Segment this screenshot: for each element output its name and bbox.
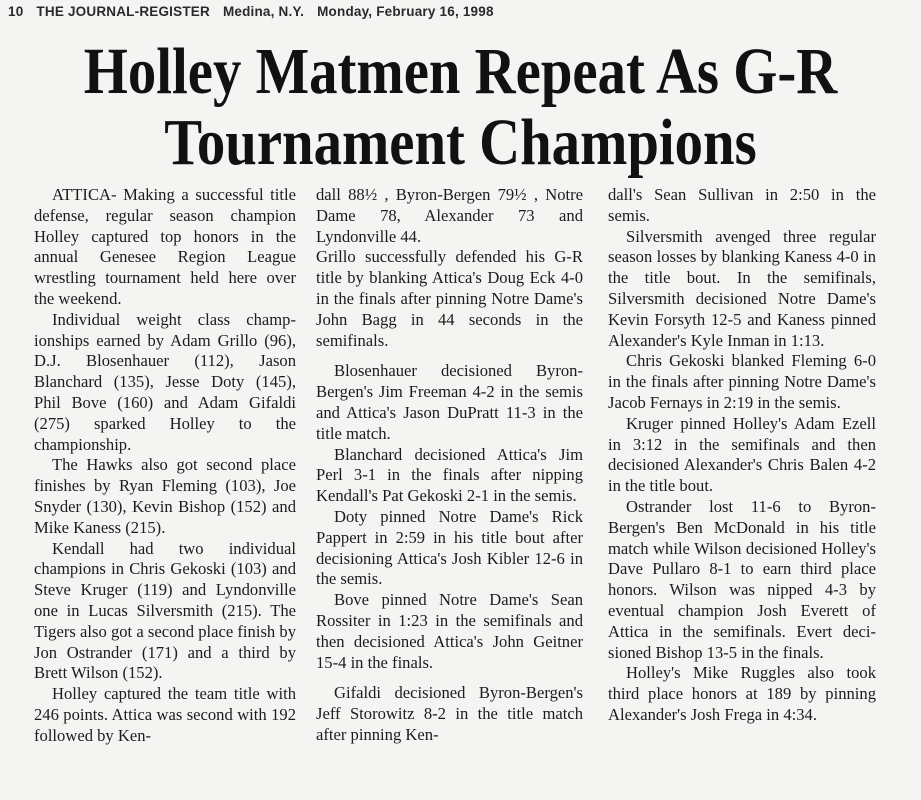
paragraph: Doty pinned Notre Dame's Rick Pappert in 2:59 in his title bout after decisioning Attica's Josh Kibler 12-6 in the semis. — [316, 506, 583, 589]
publication-name: THE JOURNAL-REGISTER — [36, 4, 210, 19]
publication-date: Monday, February 16, 1998 — [317, 4, 494, 19]
headline-line-2: Tournament Champions — [164, 106, 757, 179]
paragraph: Grillo successfully defended his G-R title by blanking Attica's Doug Eck 4-0 in the finals after pinning Notre Dame's John Bagg in 44 seconds in the semifinals. — [316, 247, 583, 350]
paragraph: Kruger pinned Holley's Adam Ezell in 3:12 in the semifinals and then decisioned Alexander's Chris Balen 4-2 in the title bout. — [608, 413, 876, 496]
paragraph: Kendall had two individual champions in Chris Gekoski (103) and Steve Kruger (119) and Lyndonville one in Lucas Silversmith (215). The Tigers also got a second place finish by Jon Ostrander (171) and a third by Brett Wilson (152). — [34, 538, 296, 683]
paragraph: Holley's Mike Ruggles also took third place honors at 189 by pinning Alexander's Josh Frega in 4:34. — [608, 663, 876, 724]
paragraph: The Hawks also got second place finishes by Ryan Fleming (103), Joe Snyder (130), Kevin Bishop (152) and Mike Kaness (215). — [34, 455, 296, 537]
article-column-2 — [316, 185, 583, 746]
page-number: 10 — [8, 4, 24, 19]
paragraph: Individual weight class championships earned by Adam Grillo (96), D.J. Blosenhauer (112), Jason Blanchard (135), Jesse Doty (145), Phil Bove (160) and Adam Gifaldi (275) sparked Holley to the championship. — [34, 309, 296, 454]
paragraph: ATTICA- Making a successful title defense, regular season champion Holley captured top honors in the annual Genesee Region League wrestling tournament held here over the weekend. — [34, 185, 296, 308]
paragraph: Silversmith avenged three regular season losses by blanking Kaness 4-0 in the title bout. In the semifinals, Silversmith decisioned Notre Dame's Kevin Forsyth 12-5 and Kaness pinned Alexander's Kyle Inman in 1:13. — [608, 226, 876, 350]
paragraph: Ostrander lost 11-6 to Byron-Bergen's Ben McDonald in his title match while Wilson decisioned Holley's Dave Pullaro 8-1 to earn third place honors. Wilson was nipped 4-3 by eventual champion Josh Everett of Attica in the semifinals. Evert decisioned Bishop 13-5 in the finals. — [608, 496, 876, 662]
article-column-3 — [608, 185, 876, 726]
paragraph: Bove pinned Notre Dame's Sean Rossiter in 1:23 in the semifinals and then decisioned Attica's John Geitner 15-4 in the finals. — [316, 590, 583, 672]
paragraph: dall 88½ , Byron-Bergen 79½ , Notre Dame 78, Alexander 73 and Lyndonville 44. — [316, 185, 583, 246]
paragraph: Blanchard decisioned Attica's Jim Perl 3-1 in the finals after nipping Kendall's Pat Gekoski 2-1 in the semis. — [316, 444, 583, 506]
paragraph: Blosenhauer decisioned Byron-Bergen's Jim Freeman 4-2 in the semis and Attica's Jason DuPratt 11-3 in the title match. — [316, 361, 583, 443]
headline-line-1: Holley Matmen Repeat As G-R — [83, 35, 838, 108]
paragraph: dall's Sean Sullivan in 2:50 in the semis. — [608, 185, 876, 225]
paragraph: Gifaldi decisioned Byron-Bergen's Jeff Storowitz 8-2 in the title match after pinning Ken- — [316, 683, 583, 744]
page-folio — [8, 4, 507, 19]
dateline-location: Medina, N.Y. — [222, 4, 305, 19]
article-column-1 — [34, 185, 296, 747]
paragraph: Holley captured the team title with 246 points. Attica was second with 192 followed by Ken- — [34, 684, 296, 745]
paragraph: Chris Gekoski blanked Fleming 6-0 in the finals after pinning Notre Dame's Jacob Fernays in 2:19 in the semis. — [608, 351, 876, 412]
